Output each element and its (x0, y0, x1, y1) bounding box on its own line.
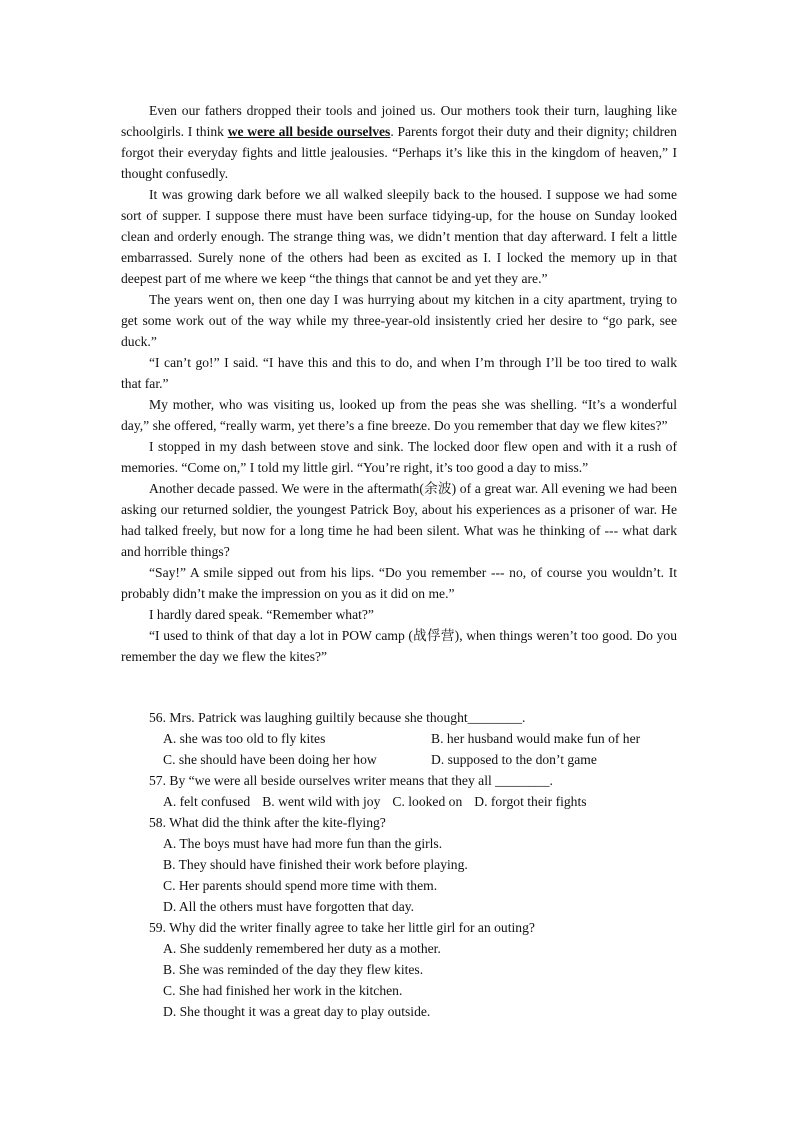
paragraph-7: Another decade passed. We were in the aftermath(余波) of a great war. All evening we had been asking our returned soldier, the youngest Patrick Boy, about his experiences as a prisoner of war. He had talked freely, but now for a long time he had been silent. What was he thinking of --- what dark and horrible things? (121, 481, 677, 559)
q59-option-c: C. She had finished her work in the kitchen. (163, 983, 403, 998)
question-56-stem: 56. Mrs. Patrick was laughing guiltily because she thought________. (149, 710, 526, 725)
question-56-options-row-1 (149, 728, 689, 749)
q57-option-b: B. went wild with joy (262, 794, 381, 809)
question-57-options (149, 791, 689, 812)
question-list (149, 707, 689, 1022)
paragraph-9: I hardly dared speak. “Remember what?” (149, 607, 374, 622)
q59-option-a: A. She suddenly remembered her duty as a mother. (163, 941, 441, 956)
paragraph-5: My mother, who was visiting us, looked up from the peas she was shelling. “It’s a wonderful day,” she offered, “really warm, yet there’s a fine breeze. Do you remember that day we flew kites?” (121, 397, 677, 433)
q58-option-c: C. Her parents should spend more time with them. (163, 878, 438, 893)
q56-option-b: B. her husband would make fun of her (431, 731, 641, 746)
underlined-phrase: we were all beside ourselves (227, 124, 391, 139)
q57-option-c: C. looked on (392, 794, 463, 809)
question-58-stem: 58. What did the think after the kite-flying? (149, 815, 386, 830)
q59-option-b: B. She was reminded of the day they flew kites. (163, 962, 424, 977)
q59-option-d: D. She thought it was a great day to play outside. (163, 1004, 431, 1019)
paragraph-6: I stopped in my dash between stove and sink. The locked door flew open and with it a rush of memories. “Come on,” I told my little girl. “You’re right, it’s too good a day to miss.” (121, 439, 677, 475)
paragraph-8: “Say!” A smile sipped out from his lips. “Do you remember --- no, of course you wouldn’t. It probably didn’t make the impression on you as it did on me.” (121, 565, 677, 601)
question-57-stem: 57. By “we were all beside ourselves writer means that they all ________. (149, 773, 553, 788)
reading-passage (121, 100, 677, 667)
paragraph-1: Even our fathers dropped their tools and joined us. Our mothers took their turn, laughing like schoolgirls. I think we were all beside ourselves. Parents forgot their duty and their dignity; children forgot their everyday fights and little jealousies. “Perhaps it’s like this in the kingdom of heaven,” I thought confusedly. (121, 103, 677, 181)
paragraph-10: “I used to think of that day a lot in POW camp (战俘营), when things weren’t too good. Do you remember the day we flew the kites?” (121, 628, 677, 664)
q58-option-a: A. The boys must have had more fun than the girls. (163, 836, 443, 851)
q58-option-b: B. They should have finished their work before playing. (163, 857, 468, 872)
q56-option-d: D. supposed to the don’t game (431, 752, 597, 767)
q57-option-d: D. forgot their fights (474, 794, 587, 809)
paragraph-3: The years went on, then one day I was hurrying about my kitchen in a city apartment, trying to get some work out of the way while my three-year-old insistently cried her desire to “go park, see duck.” (121, 292, 677, 349)
paragraph-2: It was growing dark before we all walked sleepily back to the housed. I suppose we had some sort of supper. I suppose there must have been surface tidying-up, for the house on Sunday looked clean and orderly enough. The strange thing was, we didn’t mention that day afterward. I felt a little embarrassed. Surely none of the others had been as excited as I. I locked the memory up in that deepest part of me where we keep “the things that cannot be and yet they are.” (121, 187, 677, 286)
paragraph-4: “I can’t go!” I said. “I have this and this to do, and when I’m through I’ll be too tired to walk that far.” (121, 355, 677, 391)
q56-option-a: A. she was too old to fly kites (163, 731, 326, 746)
question-59-stem: 59. Why did the writer finally agree to take her little girl for an outing? (149, 920, 535, 935)
q56-option-c: C. she should have been doing her how (163, 752, 377, 767)
q57-option-a: A. felt confused (163, 794, 251, 809)
question-56-options-row-2 (149, 749, 689, 770)
q58-option-d: D. All the others must have forgotten that day. (163, 899, 415, 914)
